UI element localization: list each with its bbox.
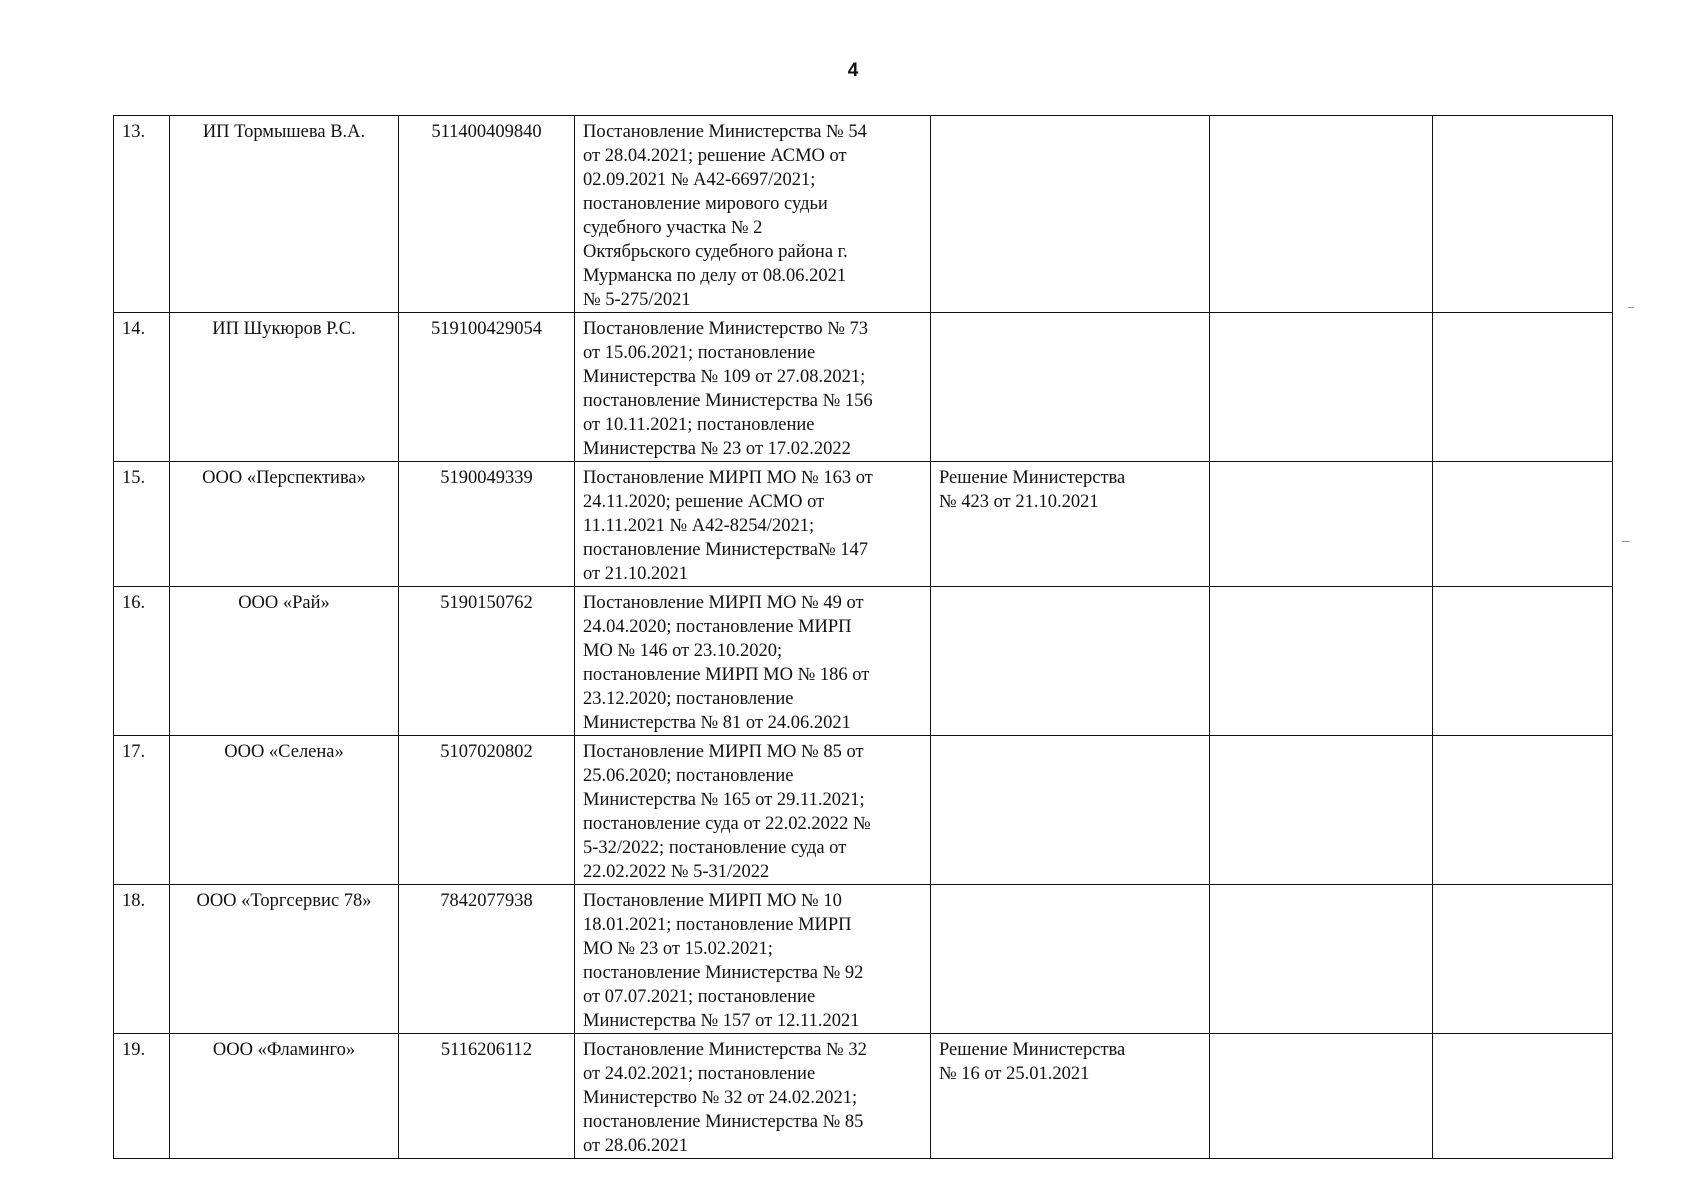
entity-name: ООО «Торгсервис 78» [170, 885, 399, 1034]
violation-documents: Постановление Министерство № 73 от 15.06.2021; постановление Министерства № 109 от 27.08.2021; постановление Министерства № 156 от 10.11.2021; постановление Министерства № 23 от 17.02.2022 [575, 313, 931, 462]
ministry-decision [931, 885, 1210, 1034]
row-number: 18. [114, 885, 170, 1034]
row-number: 13. [114, 116, 170, 313]
row-number: 16. [114, 587, 170, 736]
table-row [114, 313, 1613, 462]
empty-cell [1433, 587, 1613, 736]
entity-name: ООО «Селена» [170, 736, 399, 885]
page-number: 4 [847, 60, 859, 81]
empty-cell [1433, 885, 1613, 1034]
empty-cell [1210, 1034, 1433, 1159]
empty-cell [1433, 313, 1613, 462]
ministry-decision [931, 587, 1210, 736]
violation-documents: Постановление МИРП МО № 10 18.01.2021; постановление МИРП МО № 23 от 15.02.2021; постановление Министерства № 92 от 07.07.2021; постановление Министерства № 157 от 12.11.2021 [575, 885, 931, 1034]
empty-cell [1210, 885, 1433, 1034]
entity-inn: 5190150762 [399, 587, 575, 736]
table-row [114, 736, 1613, 885]
empty-cell [1210, 116, 1433, 313]
entity-inn: 5107020802 [399, 736, 575, 885]
entity-name: ИП Тормышева В.А. [170, 116, 399, 313]
empty-cell [1433, 462, 1613, 587]
table-body [114, 116, 1613, 1159]
table-row [114, 116, 1613, 313]
entity-name: ООО «Рай» [170, 587, 399, 736]
empty-cell [1433, 1034, 1613, 1159]
violation-documents: Постановление Министерства № 32 от 24.02.2021; постановление Министерство № 32 от 24.02.2021; постановление Министерства № 85 от 28.06.2021 [575, 1034, 931, 1159]
row-number: 19. [114, 1034, 170, 1159]
entity-inn: 511400409840 [399, 116, 575, 313]
row-number: 17. [114, 736, 170, 885]
ministry-decision: Решение Министерства № 16 от 25.01.2021 [931, 1034, 1210, 1159]
violation-documents: Постановление МИРП МО № 49 от 24.04.2020; постановление МИРП МО № 146 от 23.10.2020; постановление МИРП МО № 186 от 23.12.2020; постановление Министерства № 81 от 24.06.2021 [575, 587, 931, 736]
violation-documents: Постановление МИРП МО № 163 от 24.11.2020; решение АСМО от 11.11.2021 № А42-8254/2021; постановление Министерства№ 147 от 21.10.2021 [575, 462, 931, 587]
row-number: 15. [114, 462, 170, 587]
empty-cell [1210, 736, 1433, 885]
table-row [114, 885, 1613, 1034]
ministry-decision [931, 736, 1210, 885]
empty-cell [1433, 116, 1613, 313]
entity-name: ООО «Перспектива» [170, 462, 399, 587]
ministry-decision [931, 313, 1210, 462]
entity-inn: 519100429054 [399, 313, 575, 462]
empty-cell [1210, 313, 1433, 462]
violation-documents: Постановление МИРП МО № 85 от 25.06.2020; постановление Министерства № 165 от 29.11.2021; постановление суда от 22.02.2022 № 5-32/2022; постановление суда от 22.02.2022 № 5-31/2022 [575, 736, 931, 885]
entity-inn: 7842077938 [399, 885, 575, 1034]
empty-cell [1210, 587, 1433, 736]
entity-name: ИП Шукюров Р.С. [170, 313, 399, 462]
ministry-decision: Решение Министерства № 423 от 21.10.2021 [931, 462, 1210, 587]
empty-cell [1433, 736, 1613, 885]
row-number: 14. [114, 313, 170, 462]
entity-inn: 5190049339 [399, 462, 575, 587]
violation-documents: Постановление Министерства № 54 от 28.04.2021; решение АСМО от 02.09.2021 № А42-6697/2021; постановление мирового судьи судебного участка № 2 Октябрьского судебного района г. Мурманска по делу от 08.06.2021 № 5-275/2021 [575, 116, 931, 313]
table-row [114, 587, 1613, 736]
table-row [114, 1034, 1613, 1159]
empty-cell [1210, 462, 1433, 587]
ministry-decision [931, 116, 1210, 313]
scan-mark [1628, 307, 1634, 308]
table-row [114, 462, 1613, 587]
entity-inn: 5116206112 [399, 1034, 575, 1159]
scan-mark [1622, 541, 1630, 542]
registry-table [113, 115, 1613, 1159]
entity-name: ООО «Фламинго» [170, 1034, 399, 1159]
